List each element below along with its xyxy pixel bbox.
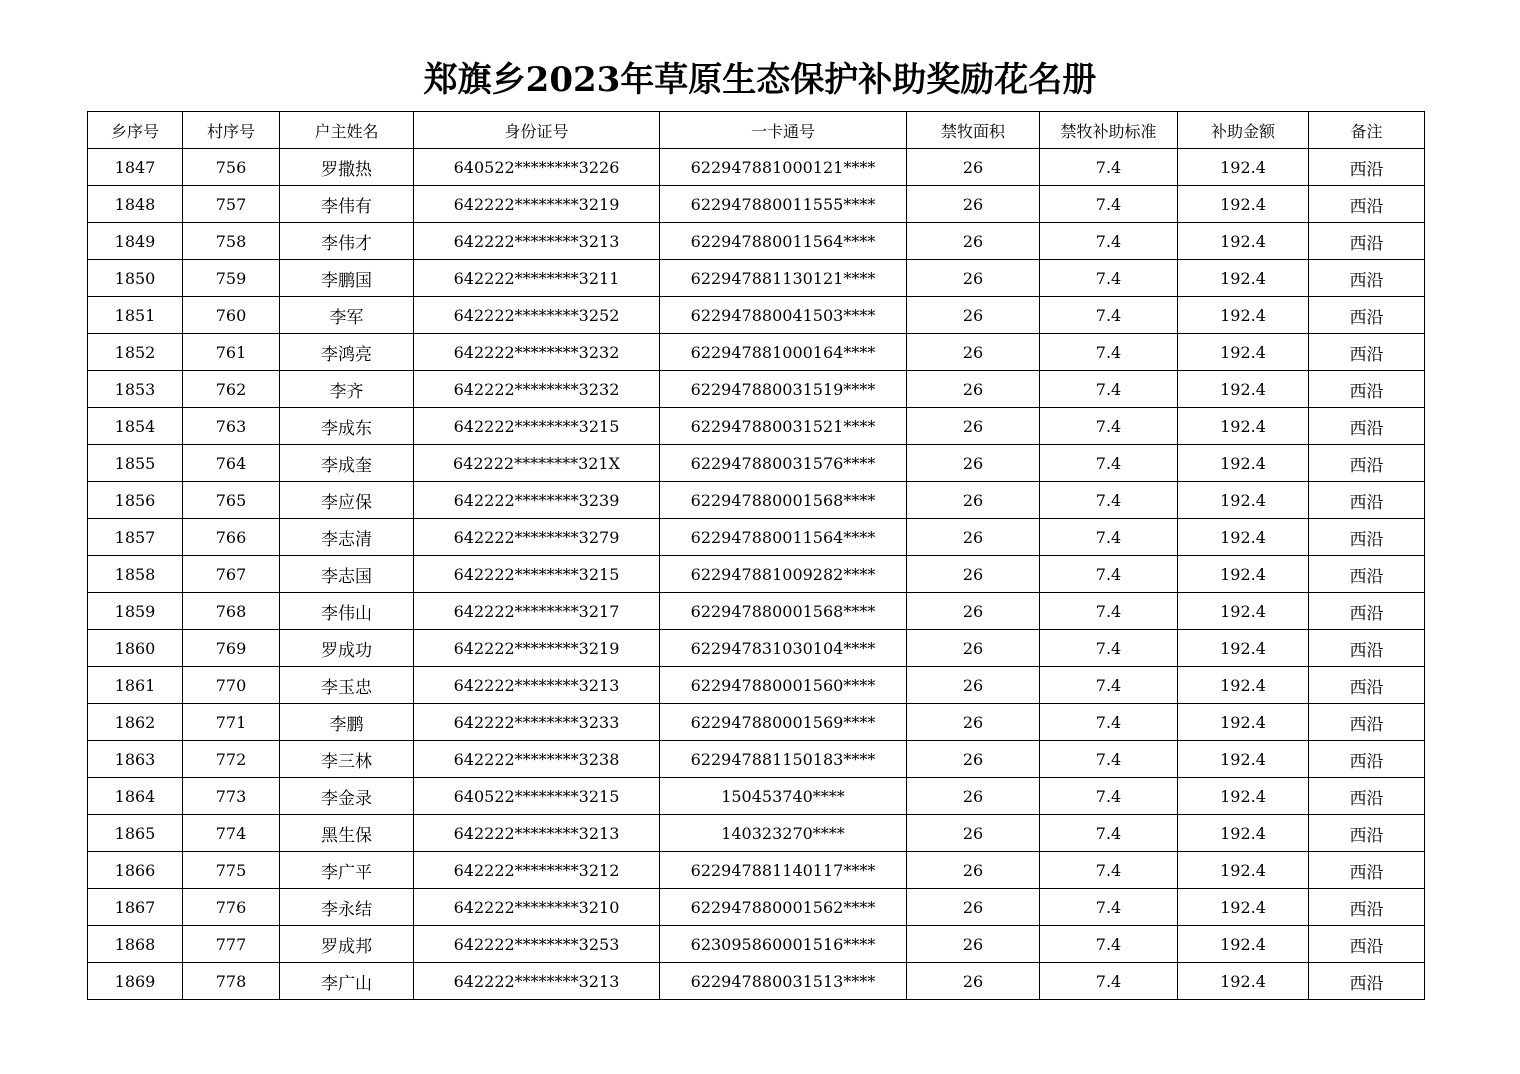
id-number-cell: 642222********3211: [414, 260, 660, 297]
grazing-ban-area-cell: 26: [907, 482, 1040, 519]
table-row: [88, 926, 1425, 963]
township-no-cell: 1857: [88, 519, 183, 556]
subsidy-amount-cell: 192.4: [1178, 593, 1309, 630]
subsidy-amount-cell: 192.4: [1178, 297, 1309, 334]
card-number-cell: 622947880011564****: [660, 519, 907, 556]
table-row: [88, 852, 1425, 889]
card-number-cell: 622947880031519****: [660, 371, 907, 408]
id-number-cell: 642222********3239: [414, 482, 660, 519]
village-no-cell: 773: [183, 778, 280, 815]
table-row: [88, 408, 1425, 445]
grazing-ban-area-cell: 26: [907, 519, 1040, 556]
subsidy-standard-cell: 7.4: [1040, 371, 1178, 408]
table-body: [88, 149, 1425, 1000]
village-no-cell: 770: [183, 667, 280, 704]
village-no-cell: 777: [183, 926, 280, 963]
township-no-cell: 1852: [88, 334, 183, 371]
subsidy-standard-cell: 7.4: [1040, 778, 1178, 815]
remarks-cell: 西沿: [1309, 704, 1425, 741]
id-number-cell: 642222********3233: [414, 704, 660, 741]
card-number-cell: 622947880001568****: [660, 482, 907, 519]
subsidy-roster-table: [87, 111, 1425, 1000]
card-number-cell: 622947880031521****: [660, 408, 907, 445]
village-no-cell: 757: [183, 186, 280, 223]
subsidy-amount-cell: 192.4: [1178, 371, 1309, 408]
village-no-cell: 760: [183, 297, 280, 334]
village-no-cell: 769: [183, 630, 280, 667]
card-number-cell: 622947831030104****: [660, 630, 907, 667]
subsidy-standard-cell: 7.4: [1040, 186, 1178, 223]
householder-name-cell: 李伟才: [280, 223, 414, 260]
card-number-cell: 622947881150183****: [660, 741, 907, 778]
householder-name-cell: 李玉忠: [280, 667, 414, 704]
id-number-cell: 642222********3213: [414, 223, 660, 260]
township-no-cell: 1869: [88, 963, 183, 1000]
card-number-cell: 622947881000164****: [660, 334, 907, 371]
page-title: 郑旗乡2023年草原生态保护补助奖励花名册: [423, 60, 1097, 100]
table-row: [88, 593, 1425, 630]
village-no-cell: 775: [183, 852, 280, 889]
grazing-ban-area-cell: 26: [907, 741, 1040, 778]
table-row: [88, 556, 1425, 593]
id-number-cell: 642222********3219: [414, 630, 660, 667]
remarks-cell: 西沿: [1309, 889, 1425, 926]
householder-name-cell: 李鹏: [280, 704, 414, 741]
remarks-cell: 西沿: [1309, 778, 1425, 815]
id-number-cell: 642222********3252: [414, 297, 660, 334]
subsidy-amount-cell: 192.4: [1178, 445, 1309, 482]
card-number-cell: 622947880001560****: [660, 667, 907, 704]
village-no-cell: 768: [183, 593, 280, 630]
subsidy-amount-cell: 192.4: [1178, 482, 1309, 519]
subsidy-standard-cell: 7.4: [1040, 334, 1178, 371]
householder-name-cell: 李永结: [280, 889, 414, 926]
village-no-cell: 758: [183, 223, 280, 260]
subsidy-amount-cell: 192.4: [1178, 334, 1309, 371]
grazing-ban-area-cell: 26: [907, 334, 1040, 371]
subsidy-amount-cell: 192.4: [1178, 852, 1309, 889]
remarks-cell: 西沿: [1309, 482, 1425, 519]
householder-name-cell: 李伟有: [280, 186, 414, 223]
card-number-cell: 622947881000121****: [660, 149, 907, 186]
remarks-cell: 西沿: [1309, 519, 1425, 556]
subsidy-amount-cell: 192.4: [1178, 149, 1309, 186]
grazing-ban-area-cell: 26: [907, 778, 1040, 815]
id-number-cell: 642222********3238: [414, 741, 660, 778]
village-no-cell: 776: [183, 889, 280, 926]
table-row: [88, 186, 1425, 223]
id-number-cell: 642222********3253: [414, 926, 660, 963]
grazing-ban-area-cell: 26: [907, 704, 1040, 741]
township-no-cell: 1860: [88, 630, 183, 667]
village-no-cell: 772: [183, 741, 280, 778]
grazing-ban-area-cell: 26: [907, 889, 1040, 926]
subsidy-standard-cell: 7.4: [1040, 408, 1178, 445]
village-no-cell: 763: [183, 408, 280, 445]
grazing-ban-area-cell: 26: [907, 408, 1040, 445]
village-no-cell: 765: [183, 482, 280, 519]
township-no-cell: 1851: [88, 297, 183, 334]
table-row: [88, 260, 1425, 297]
householder-name-cell: 李三林: [280, 741, 414, 778]
id-number-cell: 640522********3215: [414, 778, 660, 815]
subsidy-amount-cell: 192.4: [1178, 260, 1309, 297]
village-no-cell: 778: [183, 963, 280, 1000]
grazing-ban-area-cell: 26: [907, 815, 1040, 852]
remarks-cell: 西沿: [1309, 334, 1425, 371]
householder-name-cell: 李志清: [280, 519, 414, 556]
column-header-card-number: 一卡通号: [660, 112, 907, 149]
householder-name-cell: 李军: [280, 297, 414, 334]
householder-name-cell: 李伟山: [280, 593, 414, 630]
card-number-cell: 622947881130121****: [660, 260, 907, 297]
village-no-cell: 764: [183, 445, 280, 482]
table-header-row: [88, 112, 1425, 149]
table-row: [88, 963, 1425, 1000]
subsidy-standard-cell: 7.4: [1040, 149, 1178, 186]
id-number-cell: 642222********3212: [414, 852, 660, 889]
village-no-cell: 761: [183, 334, 280, 371]
remarks-cell: 西沿: [1309, 630, 1425, 667]
householder-name-cell: 李齐: [280, 371, 414, 408]
subsidy-amount-cell: 192.4: [1178, 889, 1309, 926]
subsidy-amount-cell: 192.4: [1178, 408, 1309, 445]
subsidy-standard-cell: 7.4: [1040, 889, 1178, 926]
card-number-cell: 140323270****: [660, 815, 907, 852]
id-number-cell: 642222********3232: [414, 334, 660, 371]
village-no-cell: 759: [183, 260, 280, 297]
householder-name-cell: 李金录: [280, 778, 414, 815]
subsidy-standard-cell: 7.4: [1040, 556, 1178, 593]
column-header-grazing-ban-area: 禁牧面积: [907, 112, 1040, 149]
village-no-cell: 756: [183, 149, 280, 186]
township-no-cell: 1847: [88, 149, 183, 186]
grazing-ban-area-cell: 26: [907, 186, 1040, 223]
village-no-cell: 767: [183, 556, 280, 593]
subsidy-amount-cell: 192.4: [1178, 704, 1309, 741]
subsidy-amount-cell: 192.4: [1178, 667, 1309, 704]
card-number-cell: 622947880031576****: [660, 445, 907, 482]
table-row: [88, 778, 1425, 815]
township-no-cell: 1867: [88, 889, 183, 926]
remarks-cell: 西沿: [1309, 741, 1425, 778]
township-no-cell: 1854: [88, 408, 183, 445]
card-number-cell: 622947880031513****: [660, 963, 907, 1000]
remarks-cell: 西沿: [1309, 667, 1425, 704]
householder-name-cell: 李应保: [280, 482, 414, 519]
subsidy-standard-cell: 7.4: [1040, 593, 1178, 630]
remarks-cell: 西沿: [1309, 223, 1425, 260]
subsidy-standard-cell: 7.4: [1040, 963, 1178, 1000]
householder-name-cell: 李成东: [280, 408, 414, 445]
card-number-cell: 622947881140117****: [660, 852, 907, 889]
remarks-cell: 西沿: [1309, 593, 1425, 630]
table-row: [88, 371, 1425, 408]
subsidy-standard-cell: 7.4: [1040, 445, 1178, 482]
township-no-cell: 1850: [88, 260, 183, 297]
village-no-cell: 771: [183, 704, 280, 741]
id-number-cell: 642222********3213: [414, 667, 660, 704]
township-no-cell: 1863: [88, 741, 183, 778]
remarks-cell: 西沿: [1309, 445, 1425, 482]
column-header-subsidy-amount: 补助金额: [1178, 112, 1309, 149]
subsidy-amount-cell: 192.4: [1178, 223, 1309, 260]
grazing-ban-area-cell: 26: [907, 556, 1040, 593]
township-no-cell: 1866: [88, 852, 183, 889]
table-row: [88, 223, 1425, 260]
grazing-ban-area-cell: 26: [907, 630, 1040, 667]
subsidy-standard-cell: 7.4: [1040, 741, 1178, 778]
township-no-cell: 1865: [88, 815, 183, 852]
grazing-ban-area-cell: 26: [907, 297, 1040, 334]
householder-name-cell: 李鸿亮: [280, 334, 414, 371]
table-row: [88, 149, 1425, 186]
township-no-cell: 1868: [88, 926, 183, 963]
township-no-cell: 1859: [88, 593, 183, 630]
id-number-cell: 642222********3279: [414, 519, 660, 556]
column-header-township-no: 乡序号: [88, 112, 183, 149]
remarks-cell: 西沿: [1309, 186, 1425, 223]
subsidy-standard-cell: 7.4: [1040, 482, 1178, 519]
id-number-cell: 640522********3226: [414, 149, 660, 186]
card-number-cell: 623095860001516****: [660, 926, 907, 963]
grazing-ban-area-cell: 26: [907, 371, 1040, 408]
subsidy-standard-cell: 7.4: [1040, 519, 1178, 556]
remarks-cell: 西沿: [1309, 556, 1425, 593]
card-number-cell: 622947880011564****: [660, 223, 907, 260]
householder-name-cell: 李鹏国: [280, 260, 414, 297]
table-row: [88, 519, 1425, 556]
grazing-ban-area-cell: 26: [907, 852, 1040, 889]
subsidy-amount-cell: 192.4: [1178, 186, 1309, 223]
householder-name-cell: 罗撒热: [280, 149, 414, 186]
grazing-ban-area-cell: 26: [907, 593, 1040, 630]
grazing-ban-area-cell: 26: [907, 667, 1040, 704]
column-header-village-no: 村序号: [183, 112, 280, 149]
householder-name-cell: 李志国: [280, 556, 414, 593]
remarks-cell: 西沿: [1309, 852, 1425, 889]
subsidy-standard-cell: 7.4: [1040, 926, 1178, 963]
remarks-cell: 西沿: [1309, 963, 1425, 1000]
column-header-id-number: 身份证号: [414, 112, 660, 149]
card-number-cell: 622947880001569****: [660, 704, 907, 741]
township-no-cell: 1862: [88, 704, 183, 741]
village-no-cell: 766: [183, 519, 280, 556]
subsidy-amount-cell: 192.4: [1178, 963, 1309, 1000]
id-number-cell: 642222********3213: [414, 963, 660, 1000]
subsidy-amount-cell: 192.4: [1178, 741, 1309, 778]
subsidy-amount-cell: 192.4: [1178, 556, 1309, 593]
id-number-cell: 642222********3215: [414, 556, 660, 593]
township-no-cell: 1861: [88, 667, 183, 704]
subsidy-standard-cell: 7.4: [1040, 223, 1178, 260]
village-no-cell: 762: [183, 371, 280, 408]
id-number-cell: 642222********3215: [414, 408, 660, 445]
householder-name-cell: 黑生保: [280, 815, 414, 852]
township-no-cell: 1853: [88, 371, 183, 408]
township-no-cell: 1848: [88, 186, 183, 223]
remarks-cell: 西沿: [1309, 815, 1425, 852]
table-row: [88, 889, 1425, 926]
subsidy-standard-cell: 7.4: [1040, 667, 1178, 704]
grazing-ban-area-cell: 26: [907, 926, 1040, 963]
remarks-cell: 西沿: [1309, 408, 1425, 445]
remarks-cell: 西沿: [1309, 371, 1425, 408]
remarks-cell: 西沿: [1309, 149, 1425, 186]
id-number-cell: 642222********321X: [414, 445, 660, 482]
subsidy-amount-cell: 192.4: [1178, 519, 1309, 556]
table-row: [88, 704, 1425, 741]
subsidy-amount-cell: 192.4: [1178, 815, 1309, 852]
subsidy-amount-cell: 192.4: [1178, 630, 1309, 667]
grazing-ban-area-cell: 26: [907, 223, 1040, 260]
township-no-cell: 1856: [88, 482, 183, 519]
householder-name-cell: 李成奎: [280, 445, 414, 482]
table-row: [88, 741, 1425, 778]
township-no-cell: 1864: [88, 778, 183, 815]
subsidy-amount-cell: 192.4: [1178, 926, 1309, 963]
remarks-cell: 西沿: [1309, 926, 1425, 963]
id-number-cell: 642222********3219: [414, 186, 660, 223]
township-no-cell: 1849: [88, 223, 183, 260]
remarks-cell: 西沿: [1309, 297, 1425, 334]
column-header-subsidy-standard: 禁牧补助标准: [1040, 112, 1178, 149]
householder-name-cell: 罗成邦: [280, 926, 414, 963]
card-number-cell: 622947881009282****: [660, 556, 907, 593]
card-number-cell: 622947880011555****: [660, 186, 907, 223]
householder-name-cell: 罗成功: [280, 630, 414, 667]
table-row: [88, 297, 1425, 334]
id-number-cell: 642222********3213: [414, 815, 660, 852]
table-row: [88, 667, 1425, 704]
subsidy-standard-cell: 7.4: [1040, 297, 1178, 334]
table-row: [88, 334, 1425, 371]
subsidy-standard-cell: 7.4: [1040, 260, 1178, 297]
remarks-cell: 西沿: [1309, 260, 1425, 297]
column-header-remarks: 备注: [1309, 112, 1425, 149]
subsidy-standard-cell: 7.4: [1040, 815, 1178, 852]
grazing-ban-area-cell: 26: [907, 445, 1040, 482]
grazing-ban-area-cell: 26: [907, 260, 1040, 297]
subsidy-amount-cell: 192.4: [1178, 778, 1309, 815]
table-row: [88, 445, 1425, 482]
grazing-ban-area-cell: 26: [907, 149, 1040, 186]
card-number-cell: 622947880001568****: [660, 593, 907, 630]
id-number-cell: 642222********3210: [414, 889, 660, 926]
grazing-ban-area-cell: 26: [907, 963, 1040, 1000]
township-no-cell: 1855: [88, 445, 183, 482]
subsidy-standard-cell: 7.4: [1040, 630, 1178, 667]
card-number-cell: 622947880001562****: [660, 889, 907, 926]
village-no-cell: 774: [183, 815, 280, 852]
table-row: [88, 815, 1425, 852]
card-number-cell: 622947880041503****: [660, 297, 907, 334]
card-number-cell: 150453740****: [660, 778, 907, 815]
township-no-cell: 1858: [88, 556, 183, 593]
id-number-cell: 642222********3217: [414, 593, 660, 630]
householder-name-cell: 李广平: [280, 852, 414, 889]
subsidy-standard-cell: 7.4: [1040, 852, 1178, 889]
column-header-householder-name: 户主姓名: [280, 112, 414, 149]
subsidy-standard-cell: 7.4: [1040, 704, 1178, 741]
table-row: [88, 630, 1425, 667]
table-row: [88, 482, 1425, 519]
householder-name-cell: 李广山: [280, 963, 414, 1000]
id-number-cell: 642222********3232: [414, 371, 660, 408]
